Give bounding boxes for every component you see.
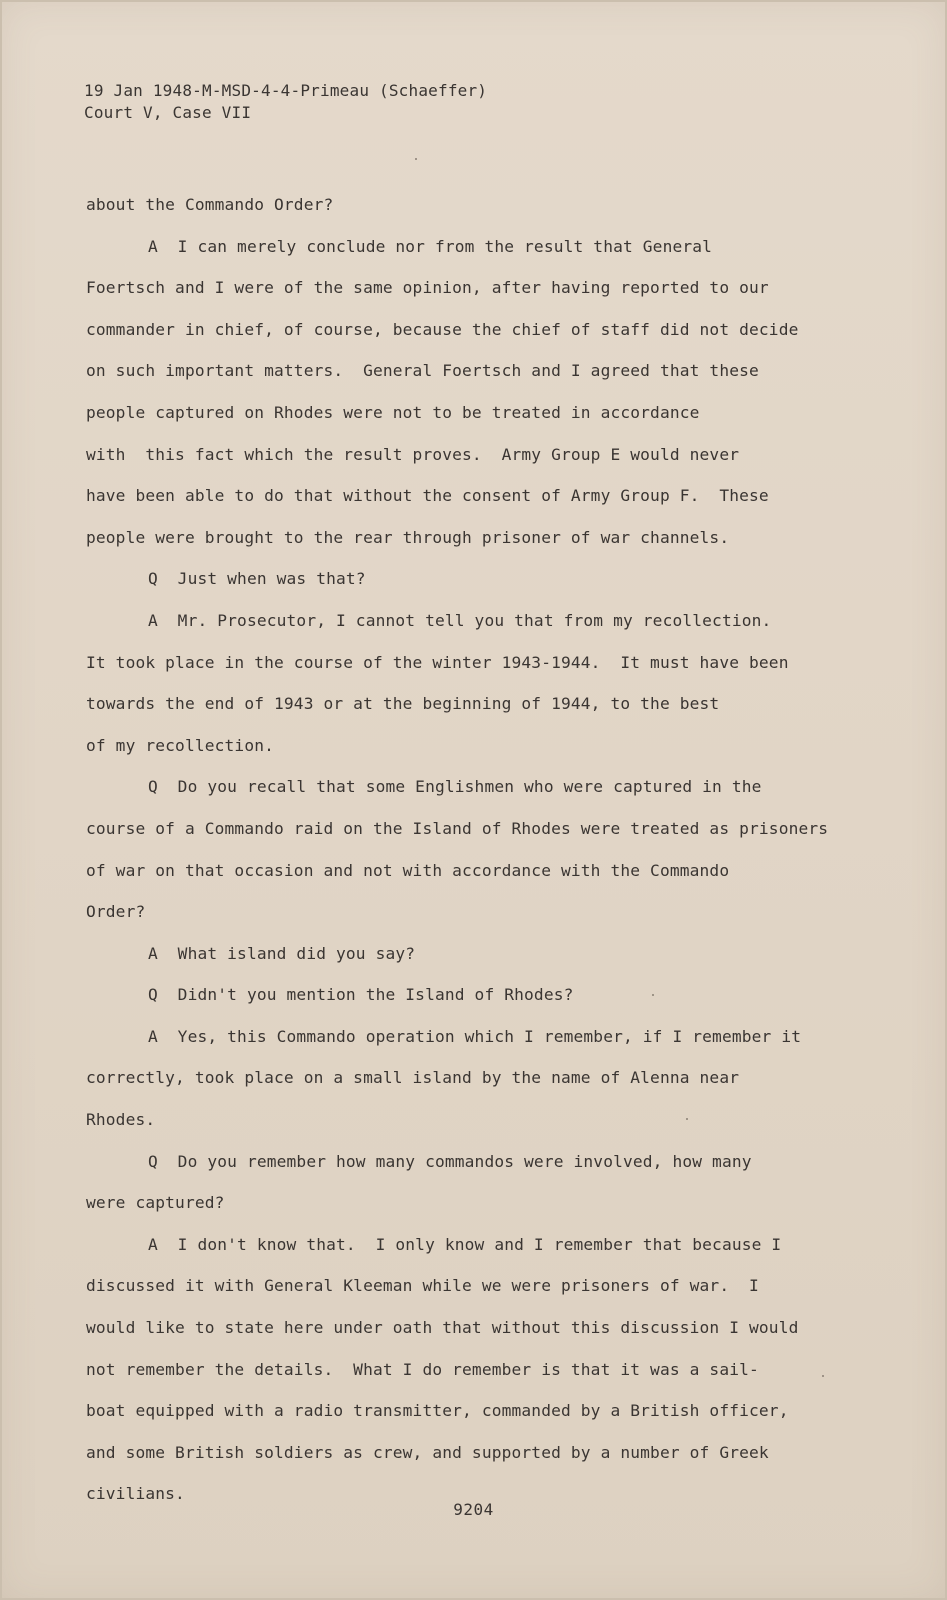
paper-speck	[822, 1375, 824, 1377]
transcript-line: would like to state here under oath that without this discussion I would	[86, 1318, 799, 1338]
transcript-line: have been able to do that without the consent of Army Group F. These	[86, 486, 769, 506]
transcript-line: were captured?	[86, 1193, 225, 1213]
transcript-line: about the Commando Order?	[86, 195, 334, 214]
transcript-line: people were brought to the rear through prisoner of war channels.	[86, 527, 730, 547]
transcript-line: boat equipped with a radio transmitter, commanded by a British officer,	[86, 1401, 789, 1421]
transcript-line: Order?	[86, 902, 146, 922]
transcript-line: Q Just when was that?	[148, 569, 366, 589]
transcript-line: A Mr. Prosecutor, I cannot tell you that from my recollection.	[148, 610, 772, 630]
transcript-line: with this fact which the result proves. Army Group E would never	[86, 444, 740, 464]
paper-speck	[415, 158, 417, 160]
transcript-line: of war on that occasion and not with accordance with the Commando	[86, 860, 730, 880]
transcript-body	[86, 184, 866, 1515]
transcript-line: Q Do you recall that some Englishmen who were captured in the	[148, 777, 762, 797]
transcript-line: A What island did you say?	[148, 943, 416, 963]
transcript-line: of my recollection.	[86, 735, 275, 755]
transcript-line: civilians.	[86, 1484, 185, 1504]
transcript-line: Foertsch and I were of the same opinion, after having reported to our	[86, 278, 769, 298]
transcript-line: Rhodes.	[86, 1110, 156, 1130]
paper-speck	[686, 1118, 688, 1120]
transcript-line: correctly, took place on a small island by the name of Alenna near	[86, 1068, 740, 1088]
transcript-line: not remember the details. What I do remember is that it was a sail-	[86, 1359, 759, 1379]
transcript-line: A I can merely conclude nor from the result that General	[148, 236, 713, 256]
header-court-line: Court V, Case VII	[84, 103, 252, 122]
transcript-line: on such important matters. General Foertsch and I agreed that these	[86, 361, 759, 381]
transcript-line: commander in chief, of course, because the chief of staff did not decide	[86, 319, 799, 339]
transcript-line: It took place in the course of the winter 1943-1944. It must have been	[86, 652, 789, 672]
document-header	[84, 80, 487, 124]
transcript-line: course of a Commando raid on the Island of Rhodes were treated as prisoners	[86, 818, 829, 838]
transcript-line: A I don't know that. I only know and I remember that because I	[148, 1234, 782, 1254]
transcript-line: and some British soldiers as crew, and supported by a number of Greek	[86, 1442, 769, 1462]
page-number: 9204	[453, 1500, 494, 1519]
transcript-line: people captured on Rhodes were not to be treated in accordance	[86, 402, 700, 422]
transcript-line: Q Do you remember how many commandos were involved, how many	[148, 1151, 752, 1171]
transcript-line: discussed it with General Kleeman while we were prisoners of war. I	[86, 1276, 759, 1296]
transcript-line: Q Didn't you mention the Island of Rhodes?	[148, 985, 574, 1005]
paper-speck	[652, 994, 654, 996]
transcript-line: A Yes, this Commando operation which I remember, if I remember it	[148, 1026, 802, 1046]
transcript-line: towards the end of 1943 or at the beginning of 1944, to the best	[86, 694, 720, 714]
header-date-line: 19 Jan 1948-M-MSD-4-4-Primeau (Schaeffer)	[84, 81, 488, 100]
